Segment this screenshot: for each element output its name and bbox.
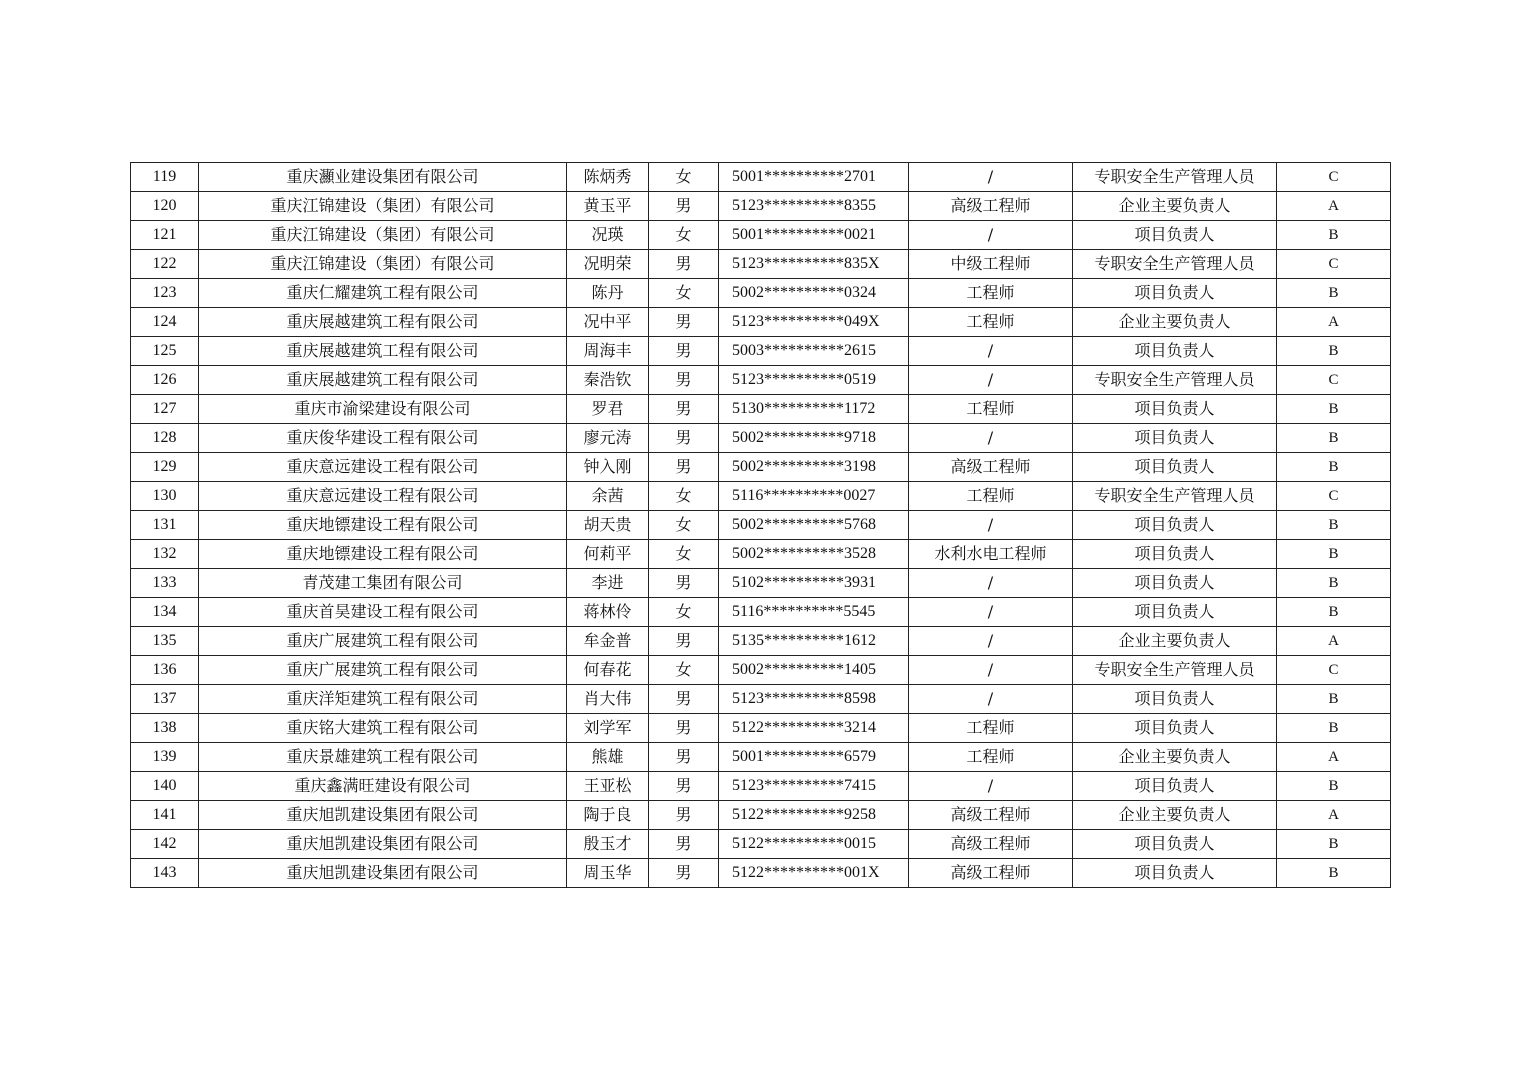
certificate-grade-cell: B — [1277, 395, 1391, 424]
company-cell: 重庆地镖建设工程有限公司 — [199, 511, 567, 540]
company-cell: 重庆洋矩建筑工程有限公司 — [199, 685, 567, 714]
person-name-cell: 钟入刚 — [567, 453, 649, 482]
company-cell: 青茂建工集团有限公司 — [199, 569, 567, 598]
professional-title-cell: / — [909, 511, 1073, 540]
position-cell: 项目负责人 — [1073, 453, 1277, 482]
position-cell: 项目负责人 — [1073, 279, 1277, 308]
gender-cell: 女 — [649, 511, 719, 540]
professional-title-cell: / — [909, 772, 1073, 801]
table-body — [131, 163, 1391, 888]
person-name-cell: 陶于良 — [567, 801, 649, 830]
gender-cell: 女 — [649, 540, 719, 569]
id-number-cell: 5123**********0519 — [719, 366, 909, 395]
person-name-cell: 陈丹 — [567, 279, 649, 308]
id-number-cell: 5122**********001X — [719, 859, 909, 888]
id-number-cell: 5123**********8598 — [719, 685, 909, 714]
person-name-cell: 王亚松 — [567, 772, 649, 801]
table-row — [131, 482, 1391, 511]
certificate-grade-cell: B — [1277, 772, 1391, 801]
gender-cell: 女 — [649, 221, 719, 250]
table-row — [131, 308, 1391, 337]
professional-title-cell: 工程师 — [909, 395, 1073, 424]
company-cell: 重庆旭凯建设集团有限公司 — [199, 859, 567, 888]
gender-cell: 男 — [649, 395, 719, 424]
position-cell: 专职安全生产管理人员 — [1073, 163, 1277, 192]
id-number-cell: 5002**********5768 — [719, 511, 909, 540]
row-number-cell: 139 — [131, 743, 199, 772]
person-name-cell: 何春花 — [567, 656, 649, 685]
company-cell: 重庆展越建筑工程有限公司 — [199, 308, 567, 337]
table-row — [131, 830, 1391, 859]
gender-cell: 男 — [649, 424, 719, 453]
person-name-cell: 余茜 — [567, 482, 649, 511]
position-cell: 企业主要负责人 — [1073, 627, 1277, 656]
gender-cell: 女 — [649, 279, 719, 308]
table-row — [131, 511, 1391, 540]
position-cell: 专职安全生产管理人员 — [1073, 482, 1277, 511]
professional-title-cell: 工程师 — [909, 482, 1073, 511]
person-name-cell: 蒋林伶 — [567, 598, 649, 627]
professional-title-cell: / — [909, 569, 1073, 598]
certificate-grade-cell: B — [1277, 540, 1391, 569]
id-number-cell: 5102**********3931 — [719, 569, 909, 598]
row-number-cell: 140 — [131, 772, 199, 801]
position-cell: 项目负责人 — [1073, 395, 1277, 424]
company-cell: 重庆意远建设工程有限公司 — [199, 482, 567, 511]
person-name-cell: 熊雄 — [567, 743, 649, 772]
id-number-cell: 5116**********5545 — [719, 598, 909, 627]
person-name-cell: 况明荣 — [567, 250, 649, 279]
professional-title-cell: / — [909, 424, 1073, 453]
personnel-table — [130, 162, 1391, 888]
company-cell: 重庆俊华建设工程有限公司 — [199, 424, 567, 453]
certificate-grade-cell: A — [1277, 308, 1391, 337]
company-cell: 重庆市渝梁建设有限公司 — [199, 395, 567, 424]
row-number-cell: 136 — [131, 656, 199, 685]
id-number-cell: 5001**********6579 — [719, 743, 909, 772]
row-number-cell: 123 — [131, 279, 199, 308]
gender-cell: 男 — [649, 859, 719, 888]
professional-title-cell: / — [909, 163, 1073, 192]
id-number-cell: 5002**********3528 — [719, 540, 909, 569]
certificate-grade-cell: B — [1277, 453, 1391, 482]
certificate-grade-cell: C — [1277, 163, 1391, 192]
gender-cell: 男 — [649, 830, 719, 859]
professional-title-cell: 工程师 — [909, 714, 1073, 743]
gender-cell: 男 — [649, 337, 719, 366]
gender-cell: 男 — [649, 192, 719, 221]
row-number-cell: 141 — [131, 801, 199, 830]
table-row — [131, 540, 1391, 569]
gender-cell: 女 — [649, 163, 719, 192]
position-cell: 项目负责人 — [1073, 511, 1277, 540]
gender-cell: 男 — [649, 627, 719, 656]
certificate-grade-cell: B — [1277, 859, 1391, 888]
id-number-cell: 5123**********835X — [719, 250, 909, 279]
id-number-cell: 5123**********049X — [719, 308, 909, 337]
table-row — [131, 163, 1391, 192]
gender-cell: 男 — [649, 801, 719, 830]
position-cell: 企业主要负责人 — [1073, 308, 1277, 337]
table-row — [131, 366, 1391, 395]
certificate-grade-cell: C — [1277, 656, 1391, 685]
table-row — [131, 221, 1391, 250]
company-cell: 重庆灦业建设集团有限公司 — [199, 163, 567, 192]
gender-cell: 男 — [649, 743, 719, 772]
id-number-cell: 5002**********3198 — [719, 453, 909, 482]
gender-cell: 女 — [649, 598, 719, 627]
person-name-cell: 牟金普 — [567, 627, 649, 656]
row-number-cell: 121 — [131, 221, 199, 250]
table-row — [131, 395, 1391, 424]
row-number-cell: 127 — [131, 395, 199, 424]
position-cell: 项目负责人 — [1073, 569, 1277, 598]
person-name-cell: 黄玉平 — [567, 192, 649, 221]
table-row — [131, 859, 1391, 888]
certificate-grade-cell: A — [1277, 743, 1391, 772]
row-number-cell: 142 — [131, 830, 199, 859]
table-row — [131, 424, 1391, 453]
person-name-cell: 周玉华 — [567, 859, 649, 888]
row-number-cell: 126 — [131, 366, 199, 395]
company-cell: 重庆鑫满旺建设有限公司 — [199, 772, 567, 801]
table-row — [131, 569, 1391, 598]
id-number-cell: 5122**********3214 — [719, 714, 909, 743]
table-row — [131, 337, 1391, 366]
professional-title-cell: 高级工程师 — [909, 453, 1073, 482]
professional-title-cell: / — [909, 627, 1073, 656]
row-number-cell: 138 — [131, 714, 199, 743]
professional-title-cell: 高级工程师 — [909, 192, 1073, 221]
certificate-grade-cell: A — [1277, 801, 1391, 830]
certificate-grade-cell: B — [1277, 685, 1391, 714]
row-number-cell: 143 — [131, 859, 199, 888]
gender-cell: 男 — [649, 714, 719, 743]
table-row — [131, 627, 1391, 656]
id-number-cell: 5002**********0324 — [719, 279, 909, 308]
professional-title-cell: / — [909, 221, 1073, 250]
row-number-cell: 125 — [131, 337, 199, 366]
gender-cell: 男 — [649, 685, 719, 714]
position-cell: 项目负责人 — [1073, 714, 1277, 743]
gender-cell: 女 — [649, 656, 719, 685]
id-number-cell: 5123**********8355 — [719, 192, 909, 221]
position-cell: 企业主要负责人 — [1073, 801, 1277, 830]
professional-title-cell: 水利水电工程师 — [909, 540, 1073, 569]
table-row — [131, 743, 1391, 772]
person-name-cell: 秦浩钦 — [567, 366, 649, 395]
person-name-cell: 况瑛 — [567, 221, 649, 250]
row-number-cell: 120 — [131, 192, 199, 221]
certificate-grade-cell: B — [1277, 424, 1391, 453]
certificate-grade-cell: C — [1277, 250, 1391, 279]
table-row — [131, 656, 1391, 685]
position-cell: 专职安全生产管理人员 — [1073, 366, 1277, 395]
row-number-cell: 134 — [131, 598, 199, 627]
company-cell: 重庆铭大建筑工程有限公司 — [199, 714, 567, 743]
id-number-cell: 5123**********7415 — [719, 772, 909, 801]
company-cell: 重庆江锦建设（集团）有限公司 — [199, 192, 567, 221]
company-cell: 重庆仁耀建筑工程有限公司 — [199, 279, 567, 308]
id-number-cell: 5130**********1172 — [719, 395, 909, 424]
row-number-cell: 119 — [131, 163, 199, 192]
row-number-cell: 133 — [131, 569, 199, 598]
company-cell: 重庆旭凯建设集团有限公司 — [199, 830, 567, 859]
position-cell: 项目负责人 — [1073, 221, 1277, 250]
row-number-cell: 128 — [131, 424, 199, 453]
row-number-cell: 137 — [131, 685, 199, 714]
person-name-cell: 何莉平 — [567, 540, 649, 569]
position-cell: 专职安全生产管理人员 — [1073, 656, 1277, 685]
person-name-cell: 殷玉才 — [567, 830, 649, 859]
gender-cell: 男 — [649, 308, 719, 337]
certificate-grade-cell: B — [1277, 221, 1391, 250]
certificate-grade-cell: B — [1277, 569, 1391, 598]
row-number-cell: 122 — [131, 250, 199, 279]
professional-title-cell: 高级工程师 — [909, 830, 1073, 859]
table-row — [131, 192, 1391, 221]
position-cell: 项目负责人 — [1073, 540, 1277, 569]
person-name-cell: 况中平 — [567, 308, 649, 337]
id-number-cell: 5122**********0015 — [719, 830, 909, 859]
certificate-grade-cell: B — [1277, 830, 1391, 859]
certificate-grade-cell: B — [1277, 337, 1391, 366]
professional-title-cell: / — [909, 598, 1073, 627]
row-number-cell: 130 — [131, 482, 199, 511]
certificate-grade-cell: A — [1277, 627, 1391, 656]
professional-title-cell: 中级工程师 — [909, 250, 1073, 279]
professional-title-cell: / — [909, 656, 1073, 685]
position-cell: 项目负责人 — [1073, 685, 1277, 714]
row-number-cell: 135 — [131, 627, 199, 656]
position-cell: 项目负责人 — [1073, 830, 1277, 859]
id-number-cell: 5122**********9258 — [719, 801, 909, 830]
professional-title-cell: / — [909, 337, 1073, 366]
table-row — [131, 772, 1391, 801]
table-row — [131, 801, 1391, 830]
row-number-cell: 131 — [131, 511, 199, 540]
id-number-cell: 5135**********1612 — [719, 627, 909, 656]
id-number-cell: 5002**********9718 — [719, 424, 909, 453]
professional-title-cell: 工程师 — [909, 743, 1073, 772]
gender-cell: 男 — [649, 366, 719, 395]
id-number-cell: 5001**********2701 — [719, 163, 909, 192]
company-cell: 重庆广展建筑工程有限公司 — [199, 656, 567, 685]
company-cell: 重庆首昊建设工程有限公司 — [199, 598, 567, 627]
person-name-cell: 罗君 — [567, 395, 649, 424]
row-number-cell: 124 — [131, 308, 199, 337]
person-name-cell: 胡天贵 — [567, 511, 649, 540]
company-cell: 重庆地镖建设工程有限公司 — [199, 540, 567, 569]
position-cell: 项目负责人 — [1073, 337, 1277, 366]
professional-title-cell: 高级工程师 — [909, 801, 1073, 830]
certificate-grade-cell: A — [1277, 192, 1391, 221]
table-row — [131, 714, 1391, 743]
certificate-grade-cell: B — [1277, 598, 1391, 627]
row-number-cell: 132 — [131, 540, 199, 569]
table-row — [131, 279, 1391, 308]
position-cell: 专职安全生产管理人员 — [1073, 250, 1277, 279]
position-cell: 项目负责人 — [1073, 424, 1277, 453]
gender-cell: 男 — [649, 453, 719, 482]
professional-title-cell: 工程师 — [909, 279, 1073, 308]
person-name-cell: 陈炳秀 — [567, 163, 649, 192]
person-name-cell: 廖元涛 — [567, 424, 649, 453]
id-number-cell: 5116**********0027 — [719, 482, 909, 511]
company-cell: 重庆江锦建设（集团）有限公司 — [199, 221, 567, 250]
table-row — [131, 598, 1391, 627]
company-cell: 重庆意远建设工程有限公司 — [199, 453, 567, 482]
company-cell: 重庆广展建筑工程有限公司 — [199, 627, 567, 656]
position-cell: 企业主要负责人 — [1073, 192, 1277, 221]
person-name-cell: 刘学军 — [567, 714, 649, 743]
company-cell: 重庆江锦建设（集团）有限公司 — [199, 250, 567, 279]
gender-cell: 男 — [649, 569, 719, 598]
certificate-grade-cell: B — [1277, 511, 1391, 540]
company-cell: 重庆展越建筑工程有限公司 — [199, 337, 567, 366]
id-number-cell: 5002**********1405 — [719, 656, 909, 685]
gender-cell: 男 — [649, 250, 719, 279]
position-cell: 项目负责人 — [1073, 859, 1277, 888]
id-number-cell: 5001**********0021 — [719, 221, 909, 250]
company-cell: 重庆景雄建筑工程有限公司 — [199, 743, 567, 772]
professional-title-cell: 高级工程师 — [909, 859, 1073, 888]
professional-title-cell: 工程师 — [909, 308, 1073, 337]
position-cell: 项目负责人 — [1073, 598, 1277, 627]
company-cell: 重庆旭凯建设集团有限公司 — [199, 801, 567, 830]
table-row — [131, 685, 1391, 714]
row-number-cell: 129 — [131, 453, 199, 482]
position-cell: 企业主要负责人 — [1073, 743, 1277, 772]
gender-cell: 女 — [649, 482, 719, 511]
person-name-cell: 肖大伟 — [567, 685, 649, 714]
certificate-grade-cell: C — [1277, 482, 1391, 511]
person-name-cell: 周海丰 — [567, 337, 649, 366]
professional-title-cell: / — [909, 366, 1073, 395]
gender-cell: 男 — [649, 772, 719, 801]
table-row — [131, 453, 1391, 482]
professional-title-cell: / — [909, 685, 1073, 714]
certificate-grade-cell: B — [1277, 279, 1391, 308]
certificate-grade-cell: B — [1277, 714, 1391, 743]
certificate-grade-cell: C — [1277, 366, 1391, 395]
position-cell: 项目负责人 — [1073, 772, 1277, 801]
table-row — [131, 250, 1391, 279]
id-number-cell: 5003**********2615 — [719, 337, 909, 366]
person-name-cell: 李进 — [567, 569, 649, 598]
company-cell: 重庆展越建筑工程有限公司 — [199, 366, 567, 395]
